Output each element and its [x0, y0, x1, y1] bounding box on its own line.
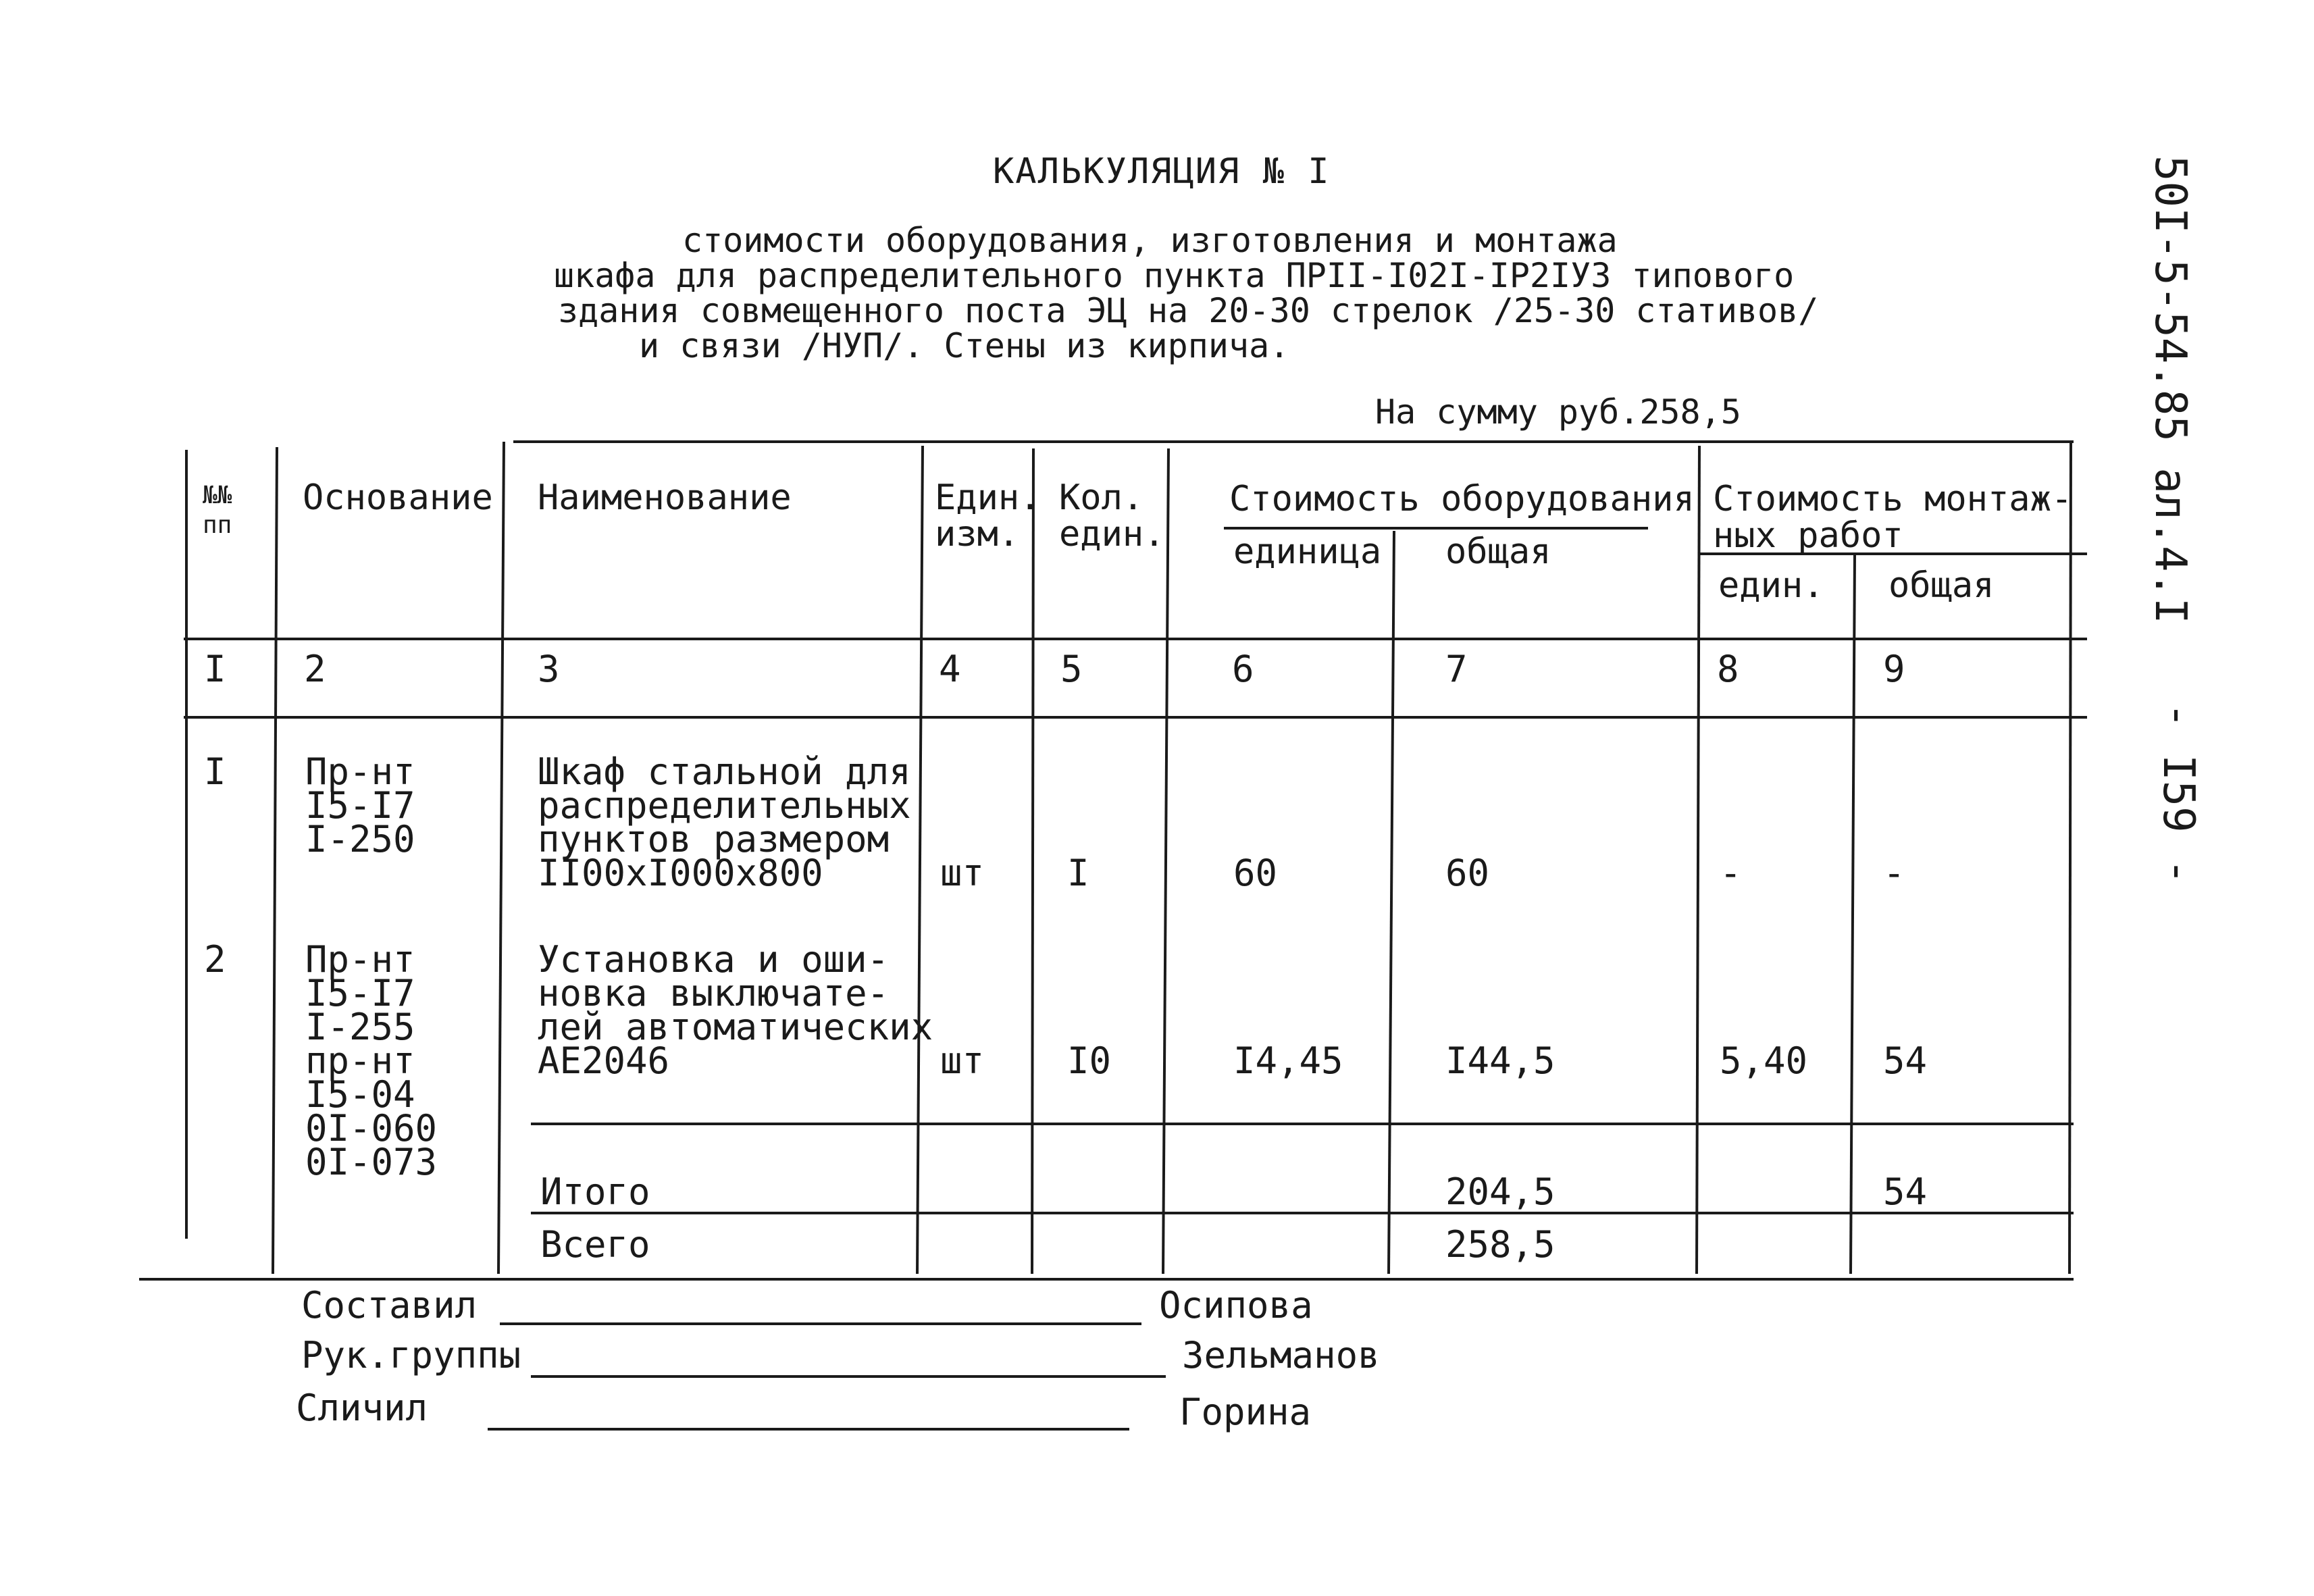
row1-basis: Пр-нт I5-I7 I-250 — [305, 750, 415, 860]
header-install-unit: един. — [1718, 565, 1824, 606]
signature-line — [488, 1428, 1129, 1431]
header-unit: Един. изм. — [935, 478, 1041, 555]
subtitle-line-3: здания совмещенного поста ЭЦ на 20-30 стрелок /25-30 стативов/ — [558, 291, 1819, 330]
document-code-stamp: 50I-5-54.85 ал.4.I — [2145, 155, 2195, 624]
document-title: КАЛЬКУЛЯЦИЯ № I — [993, 151, 1331, 192]
row2-basis: Пр-нт I5-I7 I-255 пр-нт I5-04 0I-060 0I-073 — [305, 938, 438, 1183]
itogo-label: Итого — [540, 1170, 650, 1213]
row1-install-total: - — [1883, 852, 1905, 894]
signature-line — [500, 1322, 1141, 1325]
row2-install-total: 54 — [1883, 1039, 1928, 1082]
col-number: 4 — [939, 648, 961, 690]
row2-unit: шт — [940, 1039, 985, 1082]
header-equip-cost: Стоимость оборудования — [1229, 479, 1695, 519]
col-number: 8 — [1717, 648, 1739, 690]
col-number: 6 — [1232, 648, 1254, 690]
signature-name: Осипова — [1159, 1284, 1313, 1327]
row1-unit: шт — [940, 852, 985, 894]
row2-name: Установка и оши- новка выключате- лей автоматических АЕ2046 — [538, 938, 933, 1082]
row1-install-unit: - — [1720, 852, 1742, 894]
header-basis: Основание — [303, 478, 493, 518]
header-qty: Кол. един. — [1059, 478, 1165, 555]
itogo-equip-total: 204,5 — [1445, 1170, 1555, 1213]
subtitle-line-4: и связи /НУП/. Стены из кирпича. — [639, 326, 1290, 365]
header-name: Наименование — [538, 478, 792, 518]
row1-equip-unit: 60 — [1233, 852, 1278, 894]
signature-name: Зельманов — [1182, 1334, 1380, 1376]
row2-num: 2 — [204, 938, 226, 981]
vsego-label: Всего — [540, 1223, 650, 1266]
signature-line — [531, 1375, 1166, 1378]
total-sum-line: На сумму руб.258,5 — [1375, 392, 1741, 432]
col-number: I — [204, 648, 226, 690]
row2-equip-total: I44,5 — [1445, 1039, 1555, 1082]
row1-name: Шкаф стальной для распределительных пунктов размером II00xI000x800 — [538, 750, 911, 894]
row2-install-unit: 5,40 — [1720, 1039, 1808, 1082]
row2-equip-unit: I4,45 — [1233, 1039, 1343, 1082]
header-equip-total: общая — [1445, 532, 1551, 572]
signature-role: Составил — [301, 1284, 478, 1327]
row1-num: I — [204, 750, 226, 793]
signature-role: Сличил — [296, 1387, 428, 1429]
row2-qty: I0 — [1067, 1039, 1112, 1082]
subtitle-line-2: шкафа для распределительного пункта ПРII-I02I-IР2IУЗ типового — [554, 256, 1795, 295]
signature-name: Горина — [1179, 1391, 1312, 1433]
col-number: 5 — [1060, 648, 1083, 690]
row1-equip-total: 60 — [1445, 852, 1490, 894]
col-number: 9 — [1883, 648, 1905, 690]
header-install-total: общая — [1888, 565, 1995, 606]
col-number: 2 — [304, 648, 326, 690]
vsego-equip-total: 258,5 — [1445, 1223, 1555, 1266]
subtitle-line-1: стоимости оборудования, изготовления и монтажа — [682, 221, 1618, 260]
header-install-cost: Стоимость монтаж- ных работ — [1713, 479, 2073, 556]
header-equip-unit: единица — [1233, 532, 1382, 572]
row1-qty: I — [1067, 852, 1089, 894]
signature-role: Рук.группы — [301, 1334, 521, 1376]
itogo-install-total: 54 — [1883, 1170, 1928, 1213]
col-number: 3 — [538, 648, 560, 690]
header-num: №№ пп — [203, 482, 232, 539]
col-number: 7 — [1445, 648, 1468, 690]
page-number-stamp: - I59 - — [2153, 702, 2203, 885]
